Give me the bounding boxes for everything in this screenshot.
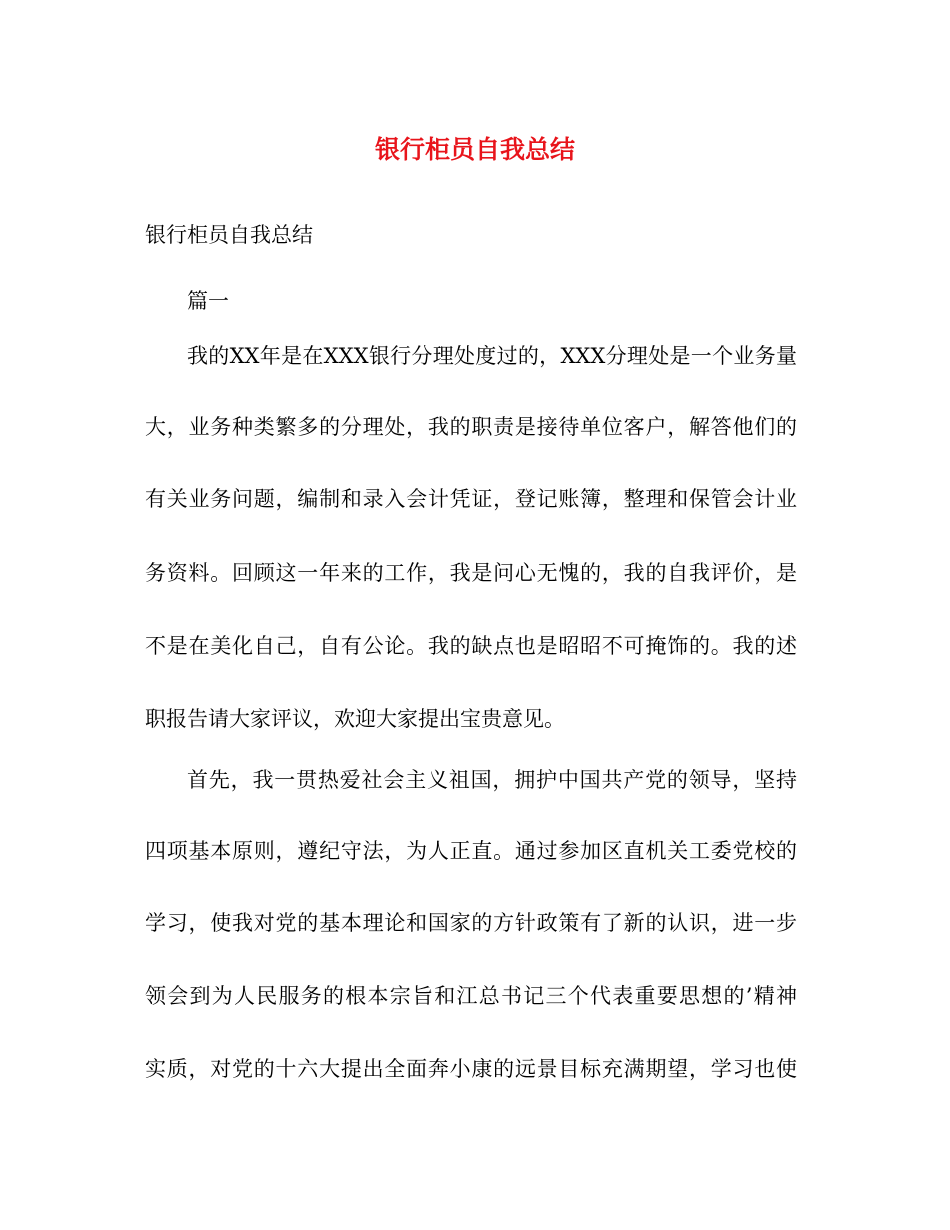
paragraph-line: 大，业务种类繁多的分理处，我的职责是接待单位客户，解答他们的: [145, 415, 797, 439]
paragraph-line: 不是在美化自己，自有公论。我的缺点也是昭昭不可掩饰的。我的述: [145, 634, 797, 658]
paragraph-line: 我的XX年是在XXX银行分理处度过的，XXX分理处是一个业务量: [187, 344, 797, 368]
paragraph-line: 领会到为人民服务的根本宗旨和江总书记三个代表重要思想的’精神: [145, 984, 797, 1008]
paragraph-line: 务资料。回顾这一年来的工作，我是问心无愧的，我的自我评价，是: [145, 561, 797, 585]
paragraph-line: 首先，我一贯热爱社会主义祖国，拥护中国共产党的领导，坚持: [187, 768, 797, 792]
document-subtitle: 银行柜员自我总结: [145, 223, 313, 247]
paragraph-line: 实质，对党的十六大提出全面奔小康的远景目标充满期望，学习也使: [145, 1057, 797, 1081]
paragraph-line: 学习，使我对党的基本理论和国家的方针政策有了新的认识，进一步: [145, 911, 797, 935]
document-title: 银行柜员自我总结: [374, 135, 575, 164]
paragraph-line: 有关业务问题，编制和录入会计凭证，登记账簿，整理和保管会计业: [145, 487, 797, 511]
section-label: 篇一: [187, 289, 229, 313]
paragraph-line: 职报告请大家评议，欢迎大家提出宝贵意见。: [145, 707, 565, 731]
paragraph-line: 四项基本原则，遵纪守法，为人正直。通过参加区直机关工委党校的: [145, 839, 797, 863]
